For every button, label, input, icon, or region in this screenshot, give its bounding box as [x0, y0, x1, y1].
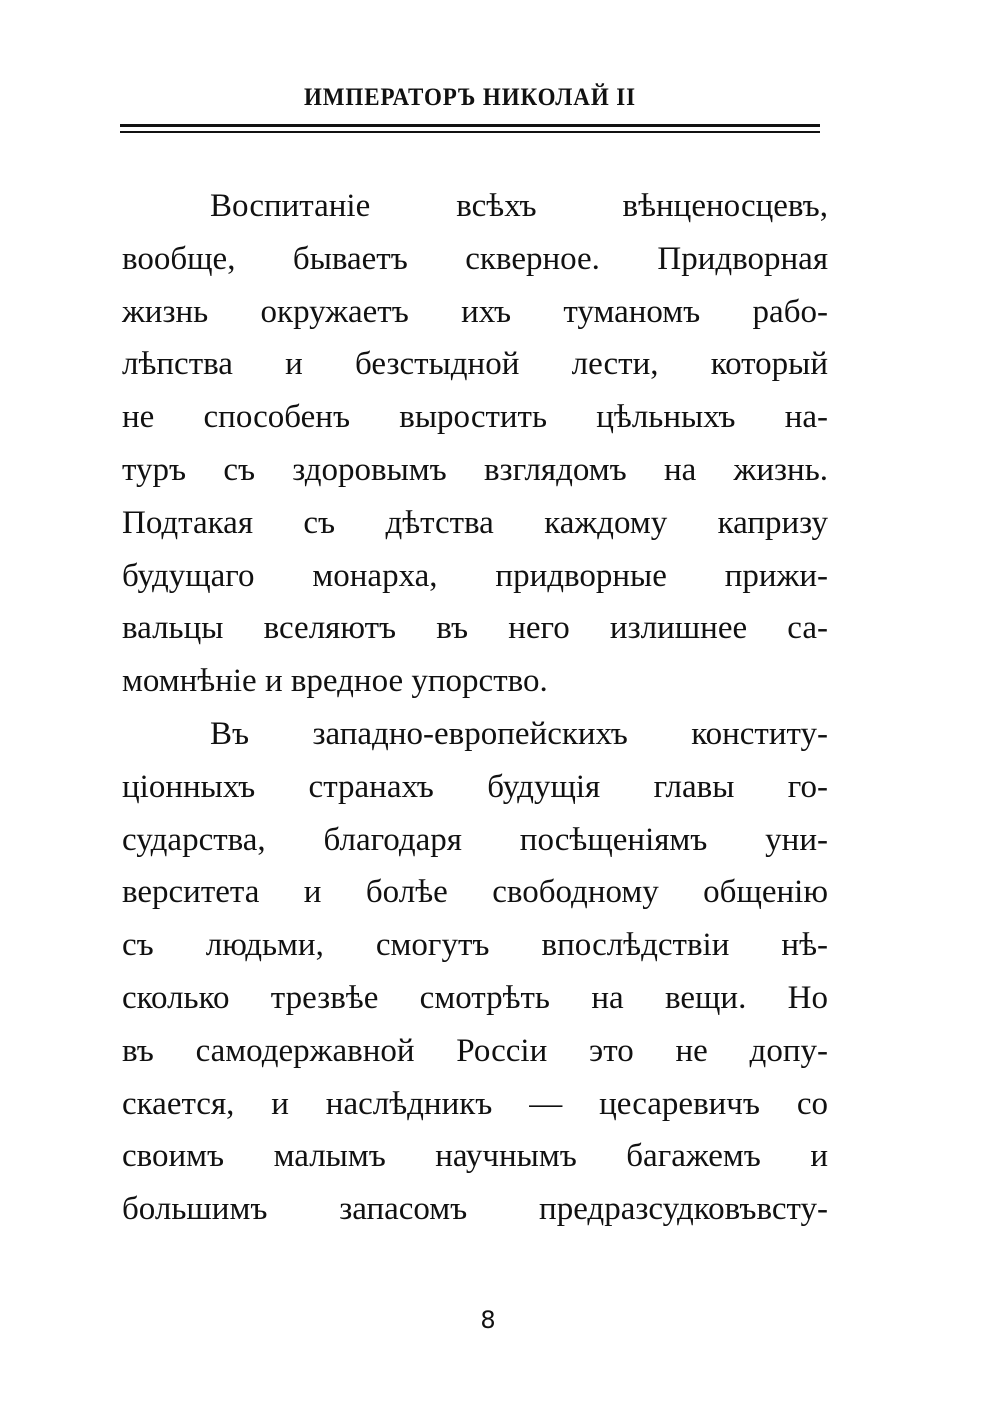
text-line: съ людьми, смогутъ впослѣдствiи нѣ-: [122, 927, 828, 964]
text-line: Воспитанiе всѣхъ вѣнценосцевъ,: [210, 188, 828, 224]
paragraph-1: [122, 180, 828, 708]
text-line: жизнь окружаетъ ихъ туманомъ рабо-: [122, 293, 828, 330]
text-line: своимъ малымъ научнымъ багажемъ и: [122, 1138, 828, 1175]
text-line: скается, и наслѣдникъ — цесаревичъ со: [122, 1085, 828, 1122]
text-line: Въ западно-европейскихъ конститу-: [210, 715, 828, 752]
text-line: вальцы вселяютъ въ него излишнее са-: [122, 610, 828, 647]
text-line: сударства, благодаря посѣщенiямъ уни-: [122, 821, 828, 858]
page-body: [122, 180, 828, 1236]
text-line: будущаго монарха, придворные прижи-: [122, 557, 828, 594]
text-line: сколько трезвѣе смотрѣть на вещи. Но: [122, 979, 828, 1016]
text-line: туръ съ здоровымъ взглядомъ на жизнь.: [122, 451, 828, 488]
text-line: въ самодержавной Россiи это не допу-: [122, 1032, 828, 1069]
paragraph-2: [122, 708, 828, 1236]
text-line: верситета и болѣе свободному общенiю: [122, 874, 828, 911]
text-line: Подтакая съ дѣтства каждому капризу: [122, 504, 828, 541]
text-line: момнѣнiе и вредное упорство.: [122, 663, 548, 700]
running-header: ИМПЕРАТОРЪ НИКОЛАЙ II: [303, 84, 637, 111]
text-line: вообще, бываетъ скверное. Придворная: [122, 240, 828, 277]
header-rule-thick: [120, 124, 820, 127]
text-line: большимъ запасомъ предразсудковъвсту-: [122, 1191, 828, 1228]
page-number: 8: [480, 1306, 496, 1334]
text-line: не способенъ выростить цѣльныхъ на-: [122, 399, 828, 436]
text-line: цiонныхъ странахъ будущiя главы го-: [122, 768, 828, 805]
header-rule-thin: [120, 131, 820, 133]
text-line: лѣпства и безстыдной лести, который: [122, 346, 828, 383]
